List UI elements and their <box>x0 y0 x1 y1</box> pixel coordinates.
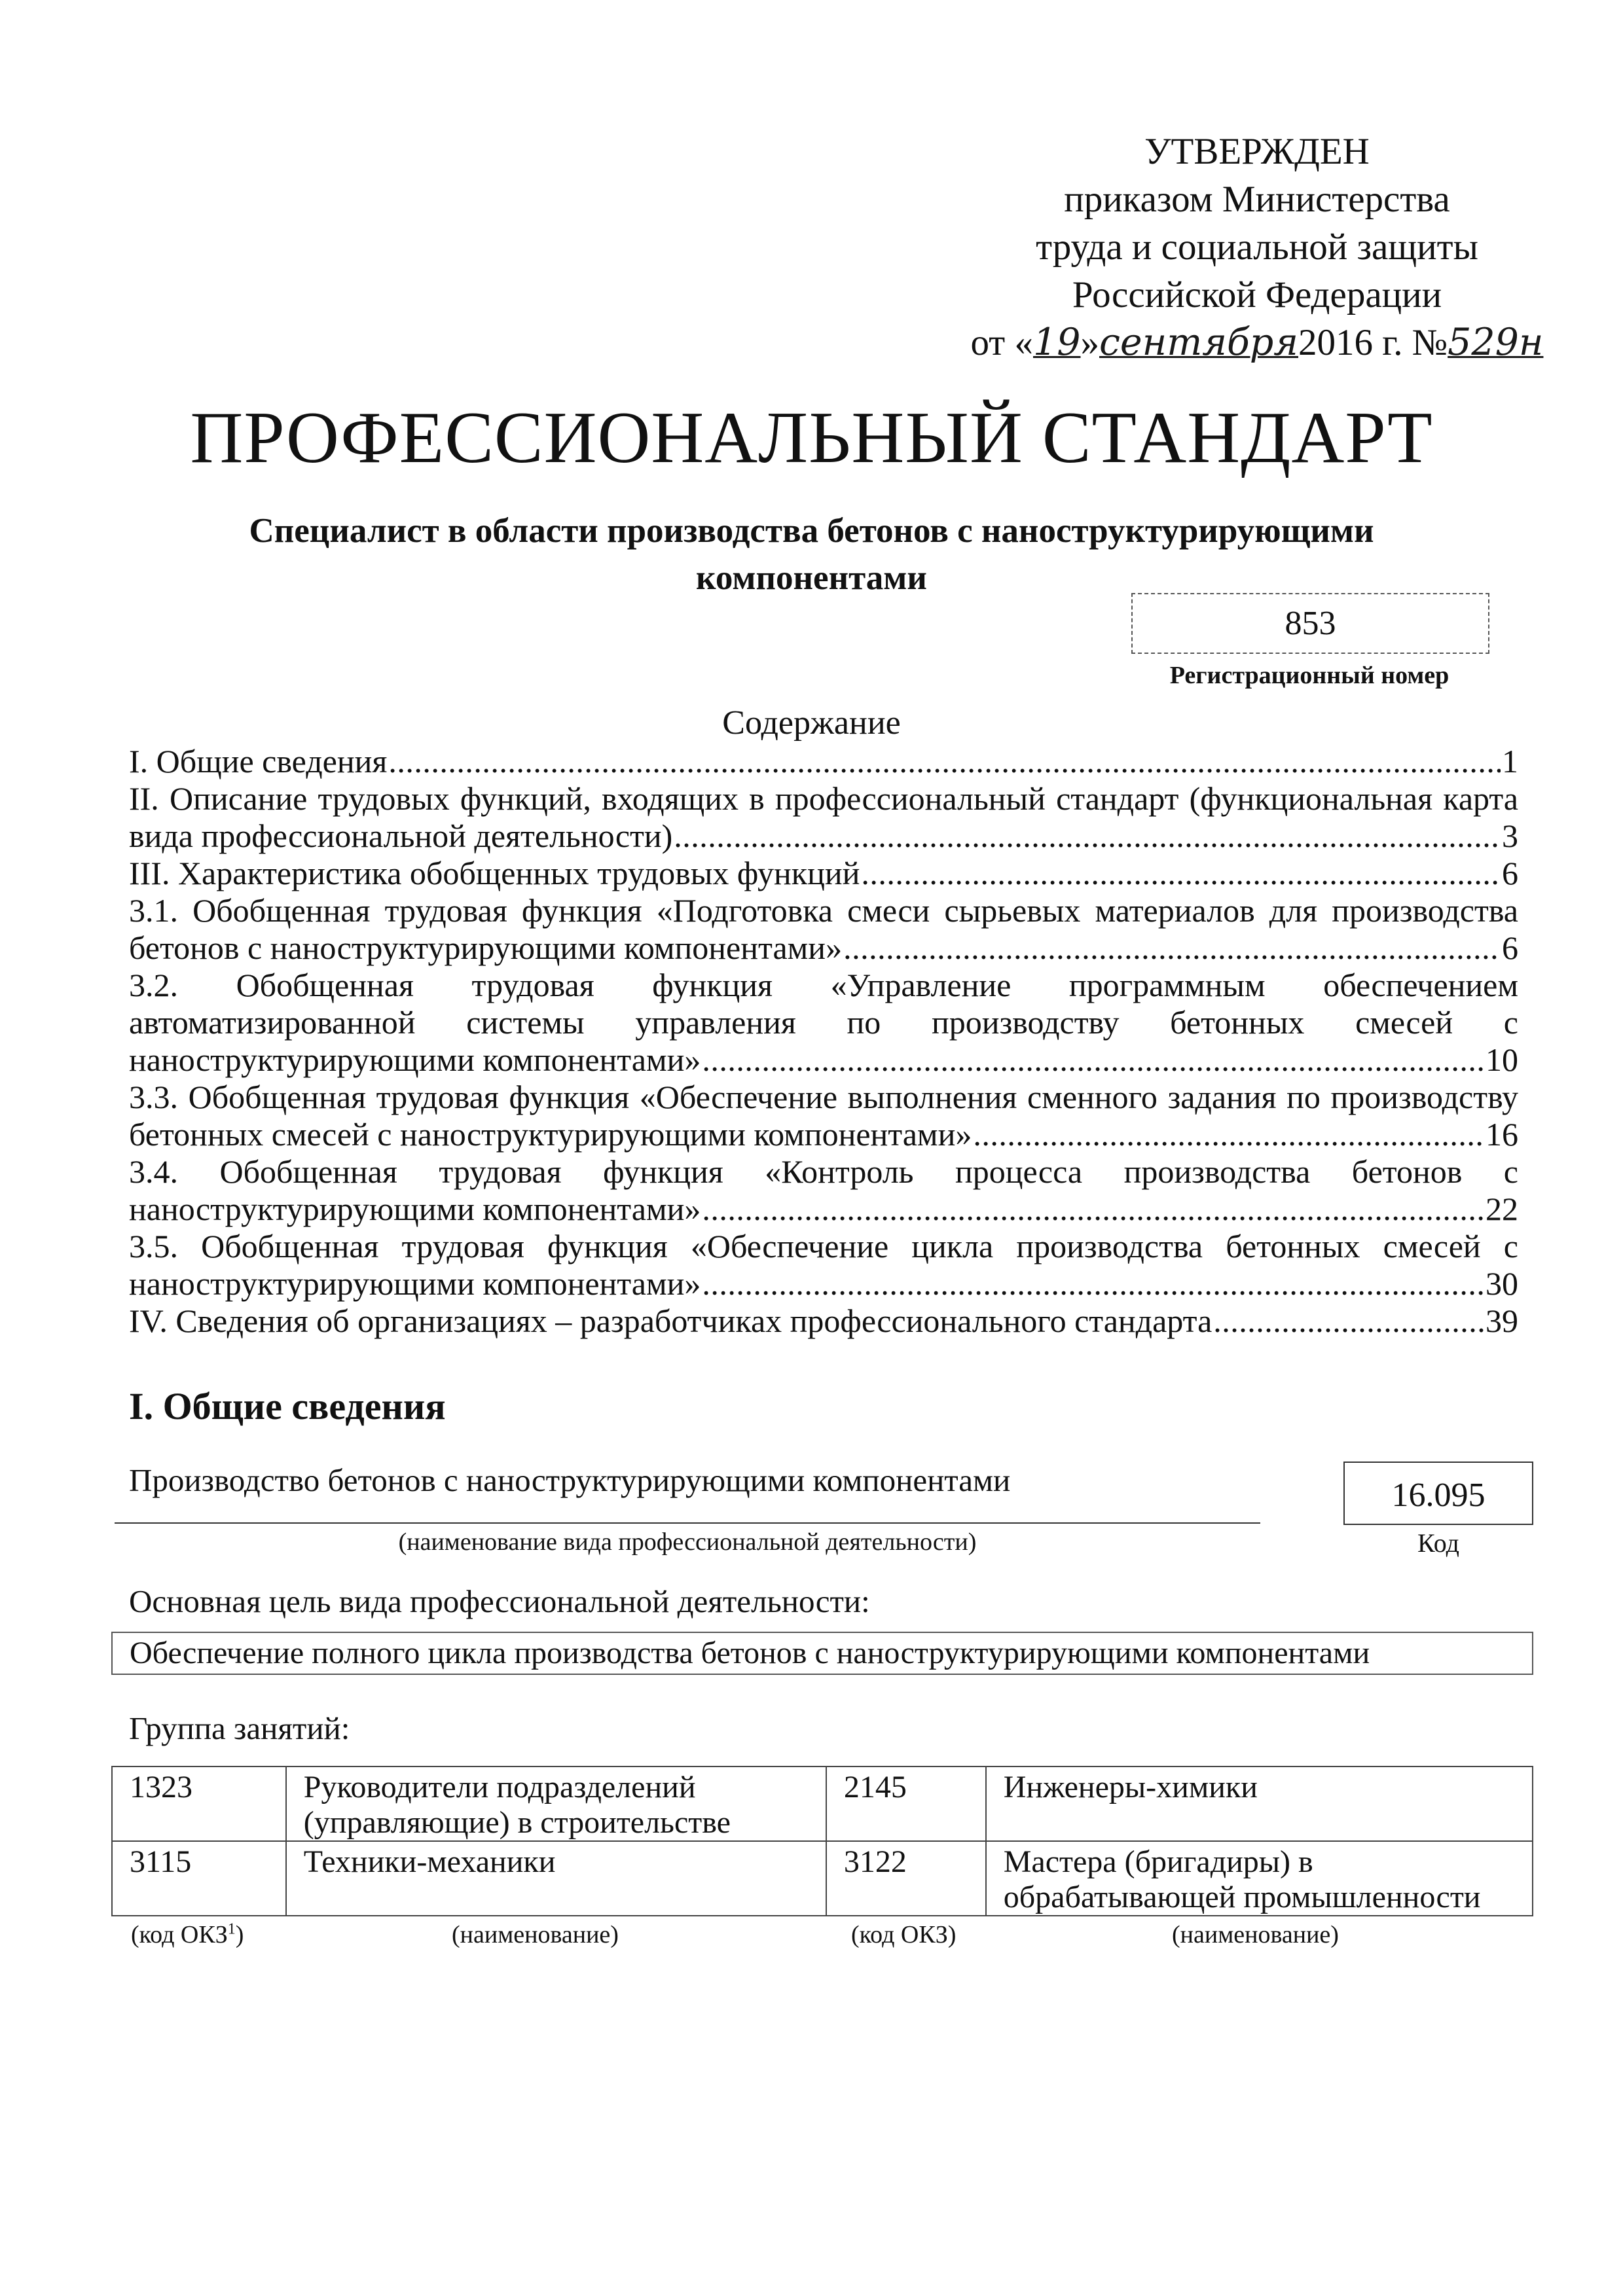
footnote-marker[interactable]: 1 <box>227 1920 236 1938</box>
okz-code-cell: 3122 <box>826 1841 986 1916</box>
toc-entry-text-line: 3.1. Обобщенная трудовая функция «Подготовка смеси сырьевых материалов для производства <box>129 892 1518 929</box>
toc-entry[interactable] <box>129 892 1518 967</box>
toc-entry[interactable] <box>129 1079 1518 1153</box>
activity-underline <box>115 1522 1260 1524</box>
date-prefix: от « <box>970 322 1033 363</box>
toc-entry-text-line: 3.4. Обобщенная трудовая функция «Контроль процесса производства бетонов с <box>129 1153 1518 1190</box>
date-mid: » <box>1080 322 1099 363</box>
toc-entry-text: наноструктурирующими компонентами» <box>129 1191 701 1227</box>
registration-number-box: 853 <box>1131 593 1489 654</box>
toc-entry-text: наноструктурирующими компонентами» <box>129 1265 701 1302</box>
toc-entry-text: III. Характеристика обобщенных трудовых функций <box>129 855 860 891</box>
toc-entry[interactable] <box>129 780 1518 855</box>
toc-entry-page: 1 <box>1502 743 1518 780</box>
order-number-handwritten: 529н <box>1448 321 1544 364</box>
approval-heading: УТВЕРЖДЕН <box>1144 131 1370 172</box>
table-row <box>112 1841 1533 1916</box>
purpose-label: Основная цель вида профессиональной деятельности: <box>129 1583 870 1619</box>
toc-heading: Содержание <box>722 704 901 742</box>
approval-line-3: Российской Федерации <box>1072 274 1442 315</box>
activity-name: Производство бетонов с наноструктурирующими компонентами <box>129 1462 1011 1498</box>
toc-entry[interactable] <box>129 1302 1518 1340</box>
approval-line-1: приказом Министерства <box>1064 179 1450 220</box>
okz-code-cell: 2145 <box>826 1767 986 1841</box>
occupation-name-cell: Руководители подразделений (управляющие) в строительстве <box>286 1767 826 1841</box>
toc-entry-page: 30 <box>1486 1265 1518 1302</box>
activity-caption: (наименование вида профессиональной деятельности) <box>398 1528 977 1556</box>
occupation-table <box>111 1766 1533 1916</box>
toc-entry-page: 3 <box>1502 817 1518 854</box>
toc-entry[interactable] <box>129 1153 1518 1228</box>
toc-entry-page: 16 <box>1486 1116 1518 1153</box>
okz-code-caption: (код ОКЗ$^1$) <box>131 1920 244 1948</box>
date-day-handwritten: 19 <box>1032 321 1081 364</box>
approval-line-2: труда и социальной защиты <box>1036 226 1478 268</box>
date-month-handwritten: сентября <box>1099 321 1299 364</box>
toc-entry-text-line: автоматизированной системы управления по производству бетонных смесей с <box>129 1004 1518 1041</box>
toc-entry-text-line: II. Описание трудовых функций, входящих в профессиональный стандарт (функциональная карта <box>129 780 1518 817</box>
toc-entry[interactable] <box>129 855 1518 892</box>
name-caption-2: (наименование) <box>1172 1921 1339 1948</box>
registration-number-label: Регистрационный номер <box>1169 662 1450 689</box>
toc-entry-page: 22 <box>1486 1191 1518 1227</box>
toc-entry-page: 10 <box>1486 1041 1518 1078</box>
toc-entry-text: вида профессиональной деятельности) <box>129 817 673 854</box>
occupation-name-cell: Инженеры-химики <box>986 1767 1533 1841</box>
activity-code-box: 16.095 <box>1343 1462 1533 1525</box>
toc-entry[interactable] <box>129 743 1518 780</box>
standard-subtitle: Специалист в области производства бетонов с наноструктурирующими компонентами <box>249 512 1374 597</box>
occupation-name-cell: Мастера (бригадиры) в обрабатывающей промышленности <box>986 1841 1533 1916</box>
section-title: I. Общие сведения <box>129 1385 446 1427</box>
table-row <box>112 1767 1533 1841</box>
toc-entry-text: IV. Сведения об организациях – разработчиках профессионального стандарта <box>129 1302 1213 1339</box>
okz-code-cell: 3115 <box>112 1841 286 1916</box>
toc-entry[interactable] <box>129 967 1518 1079</box>
approval-date <box>930 319 1584 367</box>
toc-entry-text: I. Общие сведения <box>129 743 388 780</box>
toc-entry-text-line: 3.2. Обобщенная трудовая функция «Управление программным обеспечением <box>129 967 1518 1003</box>
table-of-contents <box>129 743 1518 1340</box>
purpose-box: Обеспечение полного цикла производства бетонов с наноструктурирующими компонентами <box>111 1632 1533 1675</box>
toc-entry-text: бетонных смесей с наноструктурирующими компонентами» <box>129 1116 972 1153</box>
occupation-name-cell: Техники-механики <box>286 1841 826 1916</box>
occupation-group-label: Группа занятий: <box>129 1710 350 1746</box>
toc-entry-text: наноструктурирующими компонентами» <box>129 1041 701 1078</box>
toc-entry-text-line: 3.5. Обобщенная трудовая функция «Обеспечение цикла производства бетонных смесей с <box>129 1228 1518 1265</box>
name-caption: (наименование) <box>452 1921 619 1948</box>
approval-block <box>930 128 1584 367</box>
toc-entry-text: бетонов с наноструктурирующими компонентами» <box>129 929 843 966</box>
toc-entry-page: 6 <box>1502 855 1518 891</box>
toc-entry-page: 39 <box>1486 1302 1518 1339</box>
date-year: 2016 г. № <box>1298 322 1448 363</box>
toc-entry[interactable] <box>129 1228 1518 1302</box>
document-title: ПРОФЕССИОНАЛЬНЫЙ СТАНДАРТ <box>190 397 1433 478</box>
okz-code-caption-2: (код ОКЗ) <box>851 1921 957 1948</box>
toc-entry-text-line: 3.3. Обобщенная трудовая функция «Обеспечение выполнения сменного задания по производству <box>129 1079 1518 1115</box>
okz-code-cell: 1323 <box>112 1767 286 1841</box>
activity-code-caption: Код <box>1417 1528 1459 1558</box>
toc-entry-page: 6 <box>1502 929 1518 966</box>
